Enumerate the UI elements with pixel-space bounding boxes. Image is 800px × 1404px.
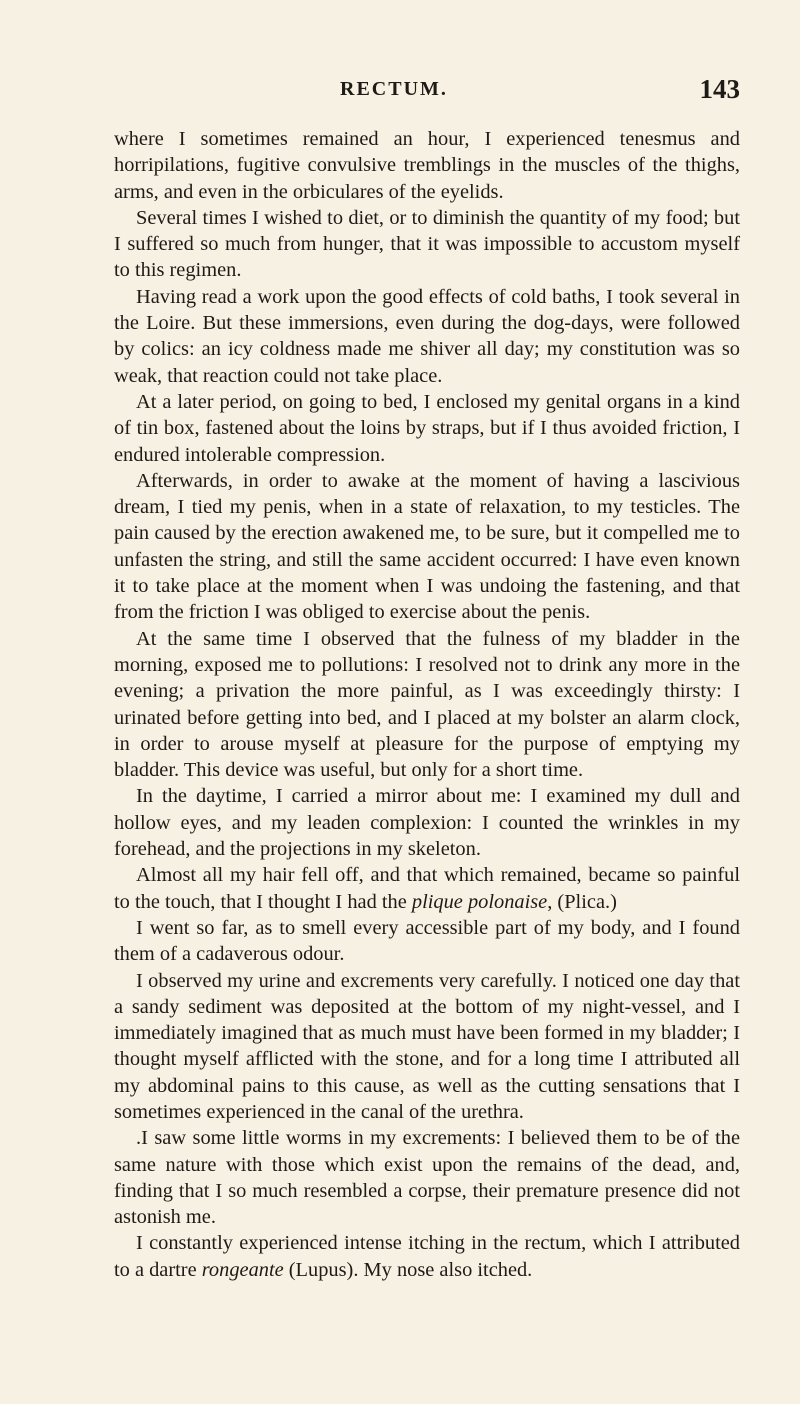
paragraph: Afterwards, in order to awake at the moment of having a lascivious dream, I tied my penis, when in a state of relaxation, to my testicles. The pain caused by the erection awakened me, to be sure, but it compelled me to unfasten the string, and still the same accident occurred: I have even known it to take place at the moment when I was undoing the fastening, and that from the friction I was obliged to exercise about the penis. <box>114 469 740 624</box>
page-number: 143 <box>699 74 740 104</box>
paragraph-text: (Lupus). My nose also itched. <box>283 1258 533 1281</box>
italic-term: rongeante <box>201 1258 284 1281</box>
paragraph: Several times I wished to diet, or to diminish the quantity of my food; but I suffered so much from hunger, that it was impossible to accustom myself to this regimen. <box>114 206 740 282</box>
running-title: RECTUM. <box>340 78 448 100</box>
paragraph: In the daytime, I carried a mirror about me: I examined my dull and hollow eyes, and my leaden complexion: I counted the wrinkles in my forehead, and the projections in my skeleton. <box>114 785 740 861</box>
paragraph-text: Almost all my hair fell off, and that which remained, became so painful to the touch, that I thought I had the <box>114 864 740 913</box>
page-header <box>118 74 740 114</box>
paragraph <box>114 1230 740 1283</box>
paragraph: Having read a work upon the good effects of cold baths, I took several in the Loire. But these immersions, even during the dog-days, were followed by colics: an icy coldness made me shiver all day; my constitution was so weak, that reaction could not take place. <box>114 285 740 387</box>
paragraph-text: I constantly experienced intense itching in the rectum, which I attributed to a dartre <box>114 1232 740 1281</box>
paragraph: .I saw some little worms in my excrements: I believed them to be of the same nature with those which exist upon the remains of the dead, and, finding that I so much resembled a corpse, their premature presence did not astonish me. <box>114 1127 740 1229</box>
paragraph: At the same time I observed that the fulness of my bladder in the morning, exposed me to pollutions: I resolved not to drink any more in the evening; a privation the more painful, as I was exceedingly thirsty: I urinated before getting into bed, and I placed at my bolster an alarm clock, in order to arouse myself at pleasure for the purpose of emptying my bladder. This device was useful, but only for a short time. <box>114 627 740 782</box>
paragraph: At a later period, on going to bed, I enclosed my genital organs in a kind of tin box, fastened about the loins by straps, but if I thus avoided friction, I endured intolerable compression. <box>114 390 740 466</box>
paragraph: where I sometimes remained an hour, I experienced tenesmus and horripilations, fugitive convulsive tremblings in the muscles of the thighs, arms, and even in the orbiculares of the eyelids. <box>114 128 740 203</box>
paragraph: I observed my urine and excrements very carefully. I noticed one day that a sandy sediment was deposited at the bottom of my night-vessel, and I immediately imagined that as much must have been formed in my bladder; I thought myself afflicted with the stone, and for a long time I attributed all my abdominal pains to this cause, as well as the cutting sensations that I sometimes experienced in the canal of the urethra. <box>114 969 740 1123</box>
body-text <box>114 126 740 1283</box>
paragraph: I went so far, as to smell every accessible part of my body, and I found them of a cadaverous odour. <box>114 916 740 966</box>
paragraph <box>114 862 740 915</box>
italic-term: plique polonaise <box>411 890 548 913</box>
paragraph-text: , (Plica.) <box>547 890 617 913</box>
